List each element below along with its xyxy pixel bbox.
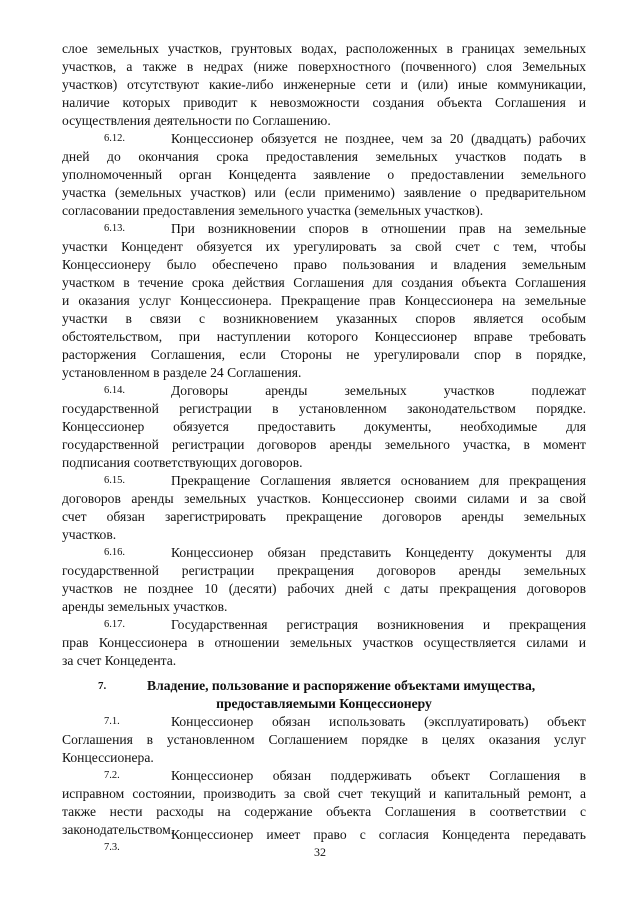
clause-number: 6.16. xyxy=(104,547,125,558)
section-heading: предоставляемыми Концессионеру xyxy=(216,696,432,711)
text-line: участки в связи с возникновением указанных споров является особым xyxy=(62,311,586,326)
text-line: участков не позднее 10 (десяти) рабочих дней с даты прекращения договоров xyxy=(62,581,586,596)
text-line: государственной регистрации прекращения договоров аренды земельных xyxy=(62,563,586,578)
section-heading: Владение, пользование и распоряжение объектами имущества, xyxy=(147,678,536,693)
clause-number: 7.3. xyxy=(104,842,120,853)
text-line: расторжения Соглашения, если Стороны не урегулировали спор в порядке, xyxy=(62,347,586,362)
clause-number: 7.1. xyxy=(104,716,120,727)
text-line: участком в течение срока действия Соглашения для создания объекта Соглашения xyxy=(62,275,586,290)
text-line: Концессионер обязан использовать (эксплуатировать) объект xyxy=(171,714,586,729)
clause-number: 6.14. xyxy=(104,385,125,396)
text-line: государственной регистрации договоров аренды земельного участка, в момент xyxy=(62,437,586,452)
text-line: Соглашения в установленном Соглашением порядке в целях оказания услуг xyxy=(62,732,586,747)
clause-number: 6.17. xyxy=(104,619,125,630)
text-line: участков. xyxy=(62,527,117,542)
text-line: дней до окончания срока предоставления земельных участков подать в xyxy=(62,149,586,164)
text-line: Концессионера. xyxy=(62,750,154,765)
text-line: счет обязан зарегистрировать прекращение договоров аренды земельных xyxy=(62,509,586,524)
text-line: Концессионеру было обеспечено право пользования и владения земельным xyxy=(62,257,586,272)
text-line: и оказания услуг Концессионера. Прекращение прав Концессионера на земельные xyxy=(62,293,586,308)
clause-number: 7.2. xyxy=(104,770,120,781)
text-line: Прекращение Соглашения является основанием для прекращения xyxy=(171,473,586,488)
text-line: установленном в разделе 24 Соглашения. xyxy=(62,365,302,380)
text-line: также нести расходы на содержание объекта Соглашения в соответствии с xyxy=(62,804,586,819)
clause-number: 6.12. xyxy=(104,133,125,144)
text-line: аренды земельных участков. xyxy=(62,599,228,614)
text-line: прав Концессионера в отношении земельных участков осуществляется силами и xyxy=(62,635,586,650)
text-line: Концессионер имеет право с согласия Концедента передавать xyxy=(171,827,586,842)
text-line: осуществления деятельности по Соглашению. xyxy=(62,113,331,128)
text-line: подписания соответствующих договоров. xyxy=(62,455,303,470)
text-line: участка (земельных участков) или (если применимо) заявление о предварительном xyxy=(62,185,586,200)
text-line: слое земельных участков, грунтовых водах, расположенных в границах земельных xyxy=(62,41,586,56)
text-line: законодательством. xyxy=(62,822,175,837)
text-line: Концессионер обязан представить Концеденту документы для xyxy=(171,545,586,560)
text-line: за счет Концедента. xyxy=(62,653,177,668)
text-line: договоров аренды земельных участков. Концессионер своими силами и за свой xyxy=(62,491,586,506)
text-line: согласовании предоставления земельного участка (земельных участков). xyxy=(62,203,484,218)
page-number: 32 xyxy=(314,845,326,859)
text-line: обстоятельством, при наступлении которого Концессионер вправе требовать xyxy=(62,329,586,344)
text-line: Концессионер обязан поддерживать объект Соглашения в xyxy=(171,768,586,783)
text-line: участки Концедент обязуется их урегулировать за свой счет с тем, чтобы xyxy=(62,239,586,254)
text-line: участков, а также в недрах (ниже поверхностного (почвенного) слоя Земельных xyxy=(62,59,586,74)
text-line: исправном состоянии, производить за свой счет текущий и капитальный ремонт, а xyxy=(62,786,586,801)
clause-number: 6.13. xyxy=(104,223,125,234)
text-line: участков) отсутствуют какие-либо инженерные сети и (или) иные коммуникации, xyxy=(62,77,586,92)
text-line: уполномоченный орган Концедента заявление о предоставлении земельного xyxy=(62,167,586,182)
section-number: 7. xyxy=(98,680,107,692)
text-line: Концессионер обязуется предоставить документы, необходимые для xyxy=(62,419,586,434)
clause-number: 6.15. xyxy=(104,475,125,486)
text-line: Договоры аренды земельных участков подлежат xyxy=(171,383,586,398)
text-line: Концессионер обязуется не позднее, чем за 20 (двадцать) рабочих xyxy=(171,131,586,146)
text-line: Государственная регистрация возникновения и прекращения xyxy=(171,617,586,632)
text-line: наличие которых приводит к невозможности создания объекта Соглашения и xyxy=(62,95,586,110)
text-line: При возникновении споров в отношении прав на земельные xyxy=(171,221,586,236)
text-line: государственной регистрации в установленном законодательством порядке. xyxy=(62,401,586,416)
